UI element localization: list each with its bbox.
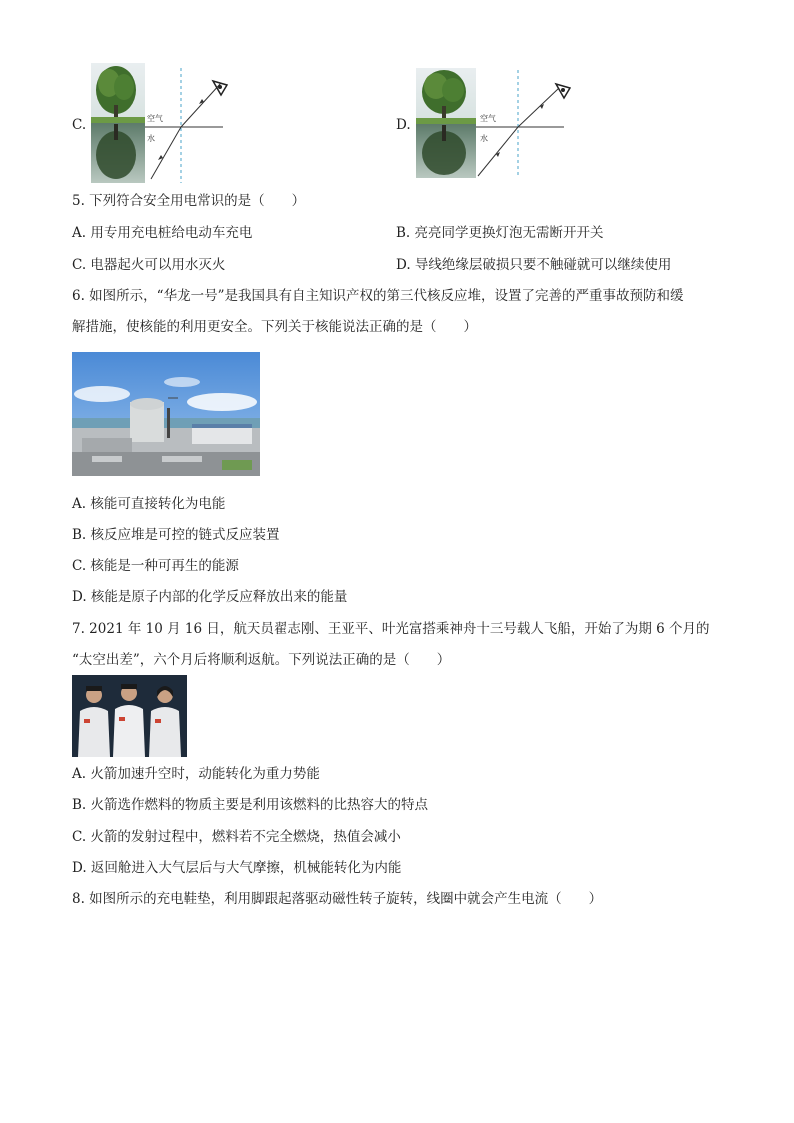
q6-option-c: C. 核能是一种可再生的能源 (72, 558, 239, 574)
option-c-label: C. (72, 117, 87, 133)
q6-stem-line1: 6. 如图所示，“华龙一号”是我国具有自主知识产权的第三代核反应堆，设置了完善的严重事故预防和缓 (72, 288, 684, 304)
air-label-c: 空气 (147, 114, 163, 123)
q7-option-d: D. 返回舱进入大气层后与大气摩擦，机械能转化为内能 (72, 860, 402, 876)
q8-stem: 8. 如图所示的充电鞋垫，利用脚跟起落驱动磁性转子旋转，线圈中就会产生电流（ ） (72, 891, 603, 907)
q5-option-d: D. 导线绝缘层破损只要不触碰就可以继续使用 (396, 257, 672, 273)
q6-option-a: A. 核能可直接转化为电能 (72, 496, 226, 512)
astronauts-photo (72, 675, 187, 757)
eye-icon-c (213, 81, 227, 95)
tree-reflection-image-c (91, 63, 241, 183)
q6-option-b: B. 核反应堆是可控的链式反应装置 (72, 527, 280, 543)
figure-c-refraction (91, 63, 241, 183)
q7-option-c: C. 火箭的发射过程中，燃料若不完全燃烧，热值会减小 (72, 829, 401, 845)
option-d-label: D. (396, 117, 411, 133)
eye-icon-d (556, 84, 570, 98)
q6-option-d: D. 核能是原子内部的化学反应释放出来的能量 (72, 589, 348, 605)
q5-option-b: B. 亮亮同学更换灯泡无需断开开关 (396, 225, 604, 241)
q5-option-c: C. 电器起火可以用水灭火 (72, 257, 226, 273)
q7-option-b: B. 火箭选作燃料的物质主要是利用该燃料的比热容大的特点 (72, 797, 429, 813)
water-label-d: 水 (480, 134, 488, 143)
q7-stem-line2: “太空出差”，六个月后将顺利返航。下列说法正确的是（ ） (72, 652, 451, 668)
air-label-d: 空气 (480, 114, 496, 123)
q7-stem-line1: 7. 2021 年 10 月 16 日，航天员翟志刚、王亚平、叶光富搭乘神舟十三号载人飞船，开始了为期 6 个月的 (72, 621, 710, 637)
figure-d-refraction (416, 68, 571, 178)
water-label-c: 水 (147, 134, 155, 143)
q7-option-a: A. 火箭加速升空时，动能转化为重力势能 (72, 766, 320, 782)
q5-option-a: A. 用专用充电桩给电动车充电 (72, 225, 253, 241)
nuclear-plant-photo (72, 352, 260, 476)
q6-stem-line2: 解措施，使核能的利用更安全。下列关于核能说法正确的是（ ） (72, 319, 477, 335)
q5-stem: 5. 下列符合安全用电常识的是（ ） (72, 193, 306, 209)
